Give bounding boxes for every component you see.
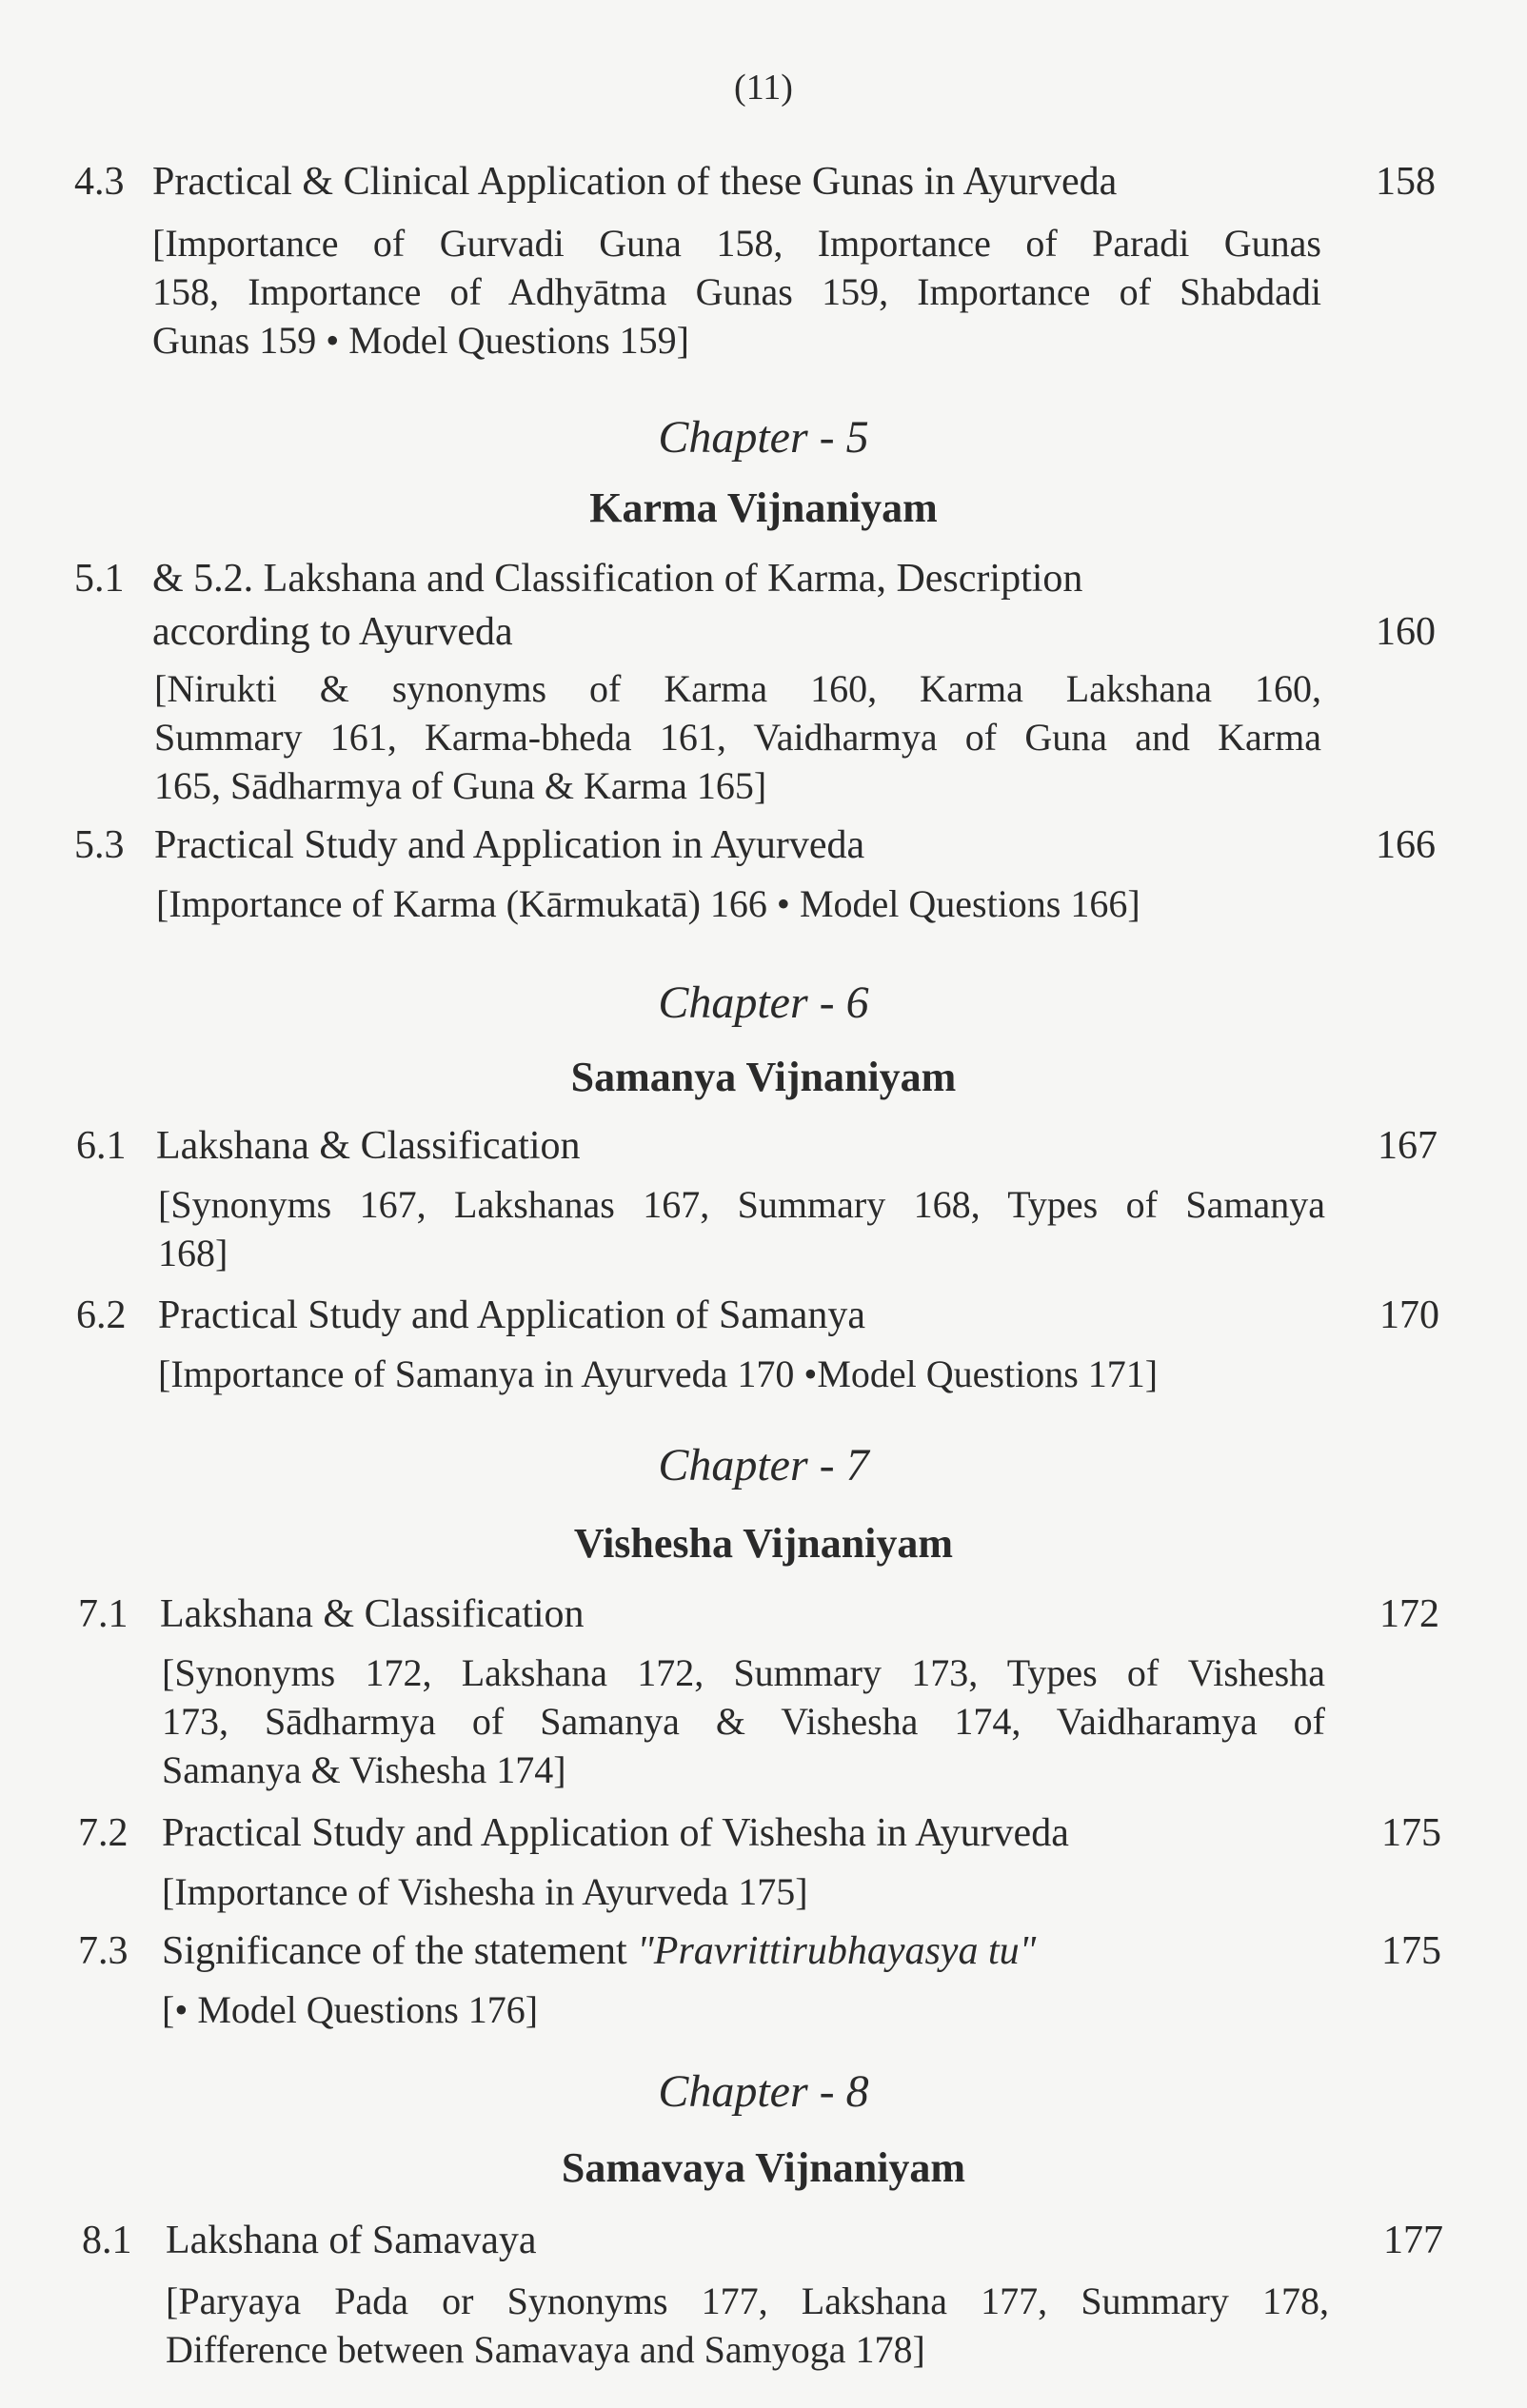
subentry-line: Difference between Samavaya and Samyoga 178] — [166, 2328, 925, 2371]
toc-subentries-8-1 — [166, 2277, 1329, 2374]
page-ref: 177 — [1383, 2219, 1443, 2262]
subentry-line: Summary 161, Karma-bheda 161, Vaidharmya of Guna and Karma — [154, 716, 1321, 759]
subentry-line: Samanya & Vishesha 174] — [162, 1748, 566, 1791]
toc-entry-7-1 — [78, 1589, 1439, 1639]
chapter-label: Chapter - 8 — [658, 2066, 869, 2117]
page-ref: 170 — [1379, 1293, 1439, 1337]
page-ref: 166 — [1376, 823, 1436, 867]
toc-subentries-7-1 — [162, 1648, 1325, 1794]
page-ref: 172 — [1379, 1592, 1439, 1636]
chapter-label: Chapter - 7 — [658, 1440, 869, 1490]
section-title: Lakshana of Samavaya — [166, 2219, 537, 2262]
subentry-line: [Synonyms 167, Lakshanas 167, Summary 168, Types of Samanya — [158, 1183, 1325, 1226]
toc-subentries-5-3 — [156, 879, 1327, 928]
subentry-line: 158, Importance of Adhyātma Gunas 159, Importance of Shabdadi — [152, 270, 1321, 313]
section-title: Lakshana & Classification — [156, 1124, 581, 1168]
section-number: 6.2 — [76, 1293, 127, 1337]
page-ref: 167 — [1378, 1124, 1438, 1168]
section-title: Practical Study and Application of Samanya — [158, 1293, 865, 1337]
subentry-line: [Importance of Gurvadi Guna 158, Importance of Paradi Gunas — [152, 222, 1321, 265]
toc-subentries-6-2 — [158, 1350, 1329, 1398]
page-ref: 160 — [1376, 610, 1436, 654]
section-number: 8.1 — [82, 2219, 132, 2262]
section-number: 7.3 — [78, 1929, 129, 1973]
page-ref: 175 — [1381, 1811, 1441, 1855]
subentry-line: 173, Sādharmya of Samanya & Vishesha 174, Vaidharamya of — [162, 1700, 1325, 1743]
section-number: 6.1 — [76, 1124, 127, 1168]
section-number: 7.2 — [78, 1811, 129, 1855]
page-number: (11) — [734, 68, 793, 108]
subentry-line: [Importance of Karma (Kārmukatā) 166 • Model Questions 166] — [156, 882, 1140, 925]
subentry-line: [Paryaya Pada or Synonyms 177, Lakshana 177, Summary 178, — [166, 2280, 1329, 2322]
toc-subentries-5-1 — [154, 664, 1321, 810]
subentry-line: [• Model Questions 176] — [162, 1988, 539, 2031]
section-number: 7.1 — [78, 1592, 129, 1636]
toc-entry-6-2 — [76, 1291, 1438, 1340]
section-title: & 5.2. Lakshana and Classification of Karma, Description — [152, 557, 1083, 601]
section-title: Practical & Clinical Application of these Gunas in Ayurveda — [152, 160, 1118, 204]
toc-subentries-7-3 — [162, 1985, 1329, 2034]
section-title-quote: "Pravrittirubhayasya tu" — [637, 1929, 1037, 1973]
toc-entry-5-3 — [74, 820, 1436, 870]
toc-entry-8-1 — [82, 2216, 1443, 2265]
toc-entry-6-1 — [76, 1121, 1438, 1171]
subentry-line: [Synonyms 172, Lakshana 172, Summary 173, Types of Vishesha — [162, 1651, 1325, 1694]
toc-entry-5-1 — [74, 554, 1436, 659]
subentry-line: 165, Sādharmya of Guna & Karma 165] — [154, 764, 767, 807]
page-ref: 158 — [1376, 160, 1436, 204]
subentry-line: [Importance of Vishesha in Ayurveda 175] — [162, 1870, 808, 1913]
chapter-title: Samanya Vijnaniyam — [570, 1054, 957, 1100]
chapter-title: Samavaya Vijnaniyam — [561, 2144, 966, 2191]
section-title: Practical Study and Application in Ayurveda — [154, 823, 865, 867]
toc-entry-7-3 — [78, 1926, 1439, 1976]
toc-subentries-4-3 — [152, 219, 1321, 365]
toc-subentries-6-1 — [158, 1180, 1325, 1277]
subentry-line: Gunas 159 • Model Questions 159] — [152, 319, 689, 362]
subentry-line: [Nirukti & synonyms of Karma 160, Karma Lakshana 160, — [154, 667, 1321, 710]
section-number: 4.3 — [74, 160, 125, 204]
subentry-line: [Importance of Samanya in Ayurveda 170 •Model Questions 171] — [158, 1352, 1159, 1395]
chapter-label: Chapter - 5 — [658, 412, 869, 463]
toc-subentries-7-2 — [162, 1867, 1329, 1916]
chapter-label: Chapter - 6 — [658, 977, 869, 1028]
chapter-title: Karma Vijnaniyam — [589, 484, 938, 531]
section-title — [162, 1926, 1036, 1976]
section-title-cont: according to Ayurveda — [152, 610, 513, 654]
subentry-line: 168] — [158, 1232, 228, 1274]
toc-entry-7-2 — [78, 1808, 1439, 1858]
section-number: 5.1 — [74, 557, 125, 601]
section-title: Practical Study and Application of Vishesha in Ayurveda — [162, 1811, 1069, 1855]
toc-entry-4-3 — [74, 157, 1436, 207]
section-number: 5.3 — [74, 823, 125, 867]
section-title-text: Significance of the statement — [162, 1929, 638, 1973]
page-ref: 175 — [1381, 1929, 1441, 1973]
section-title: Lakshana & Classification — [160, 1592, 585, 1636]
chapter-title: Vishesha Vijnaniyam — [573, 1520, 954, 1567]
